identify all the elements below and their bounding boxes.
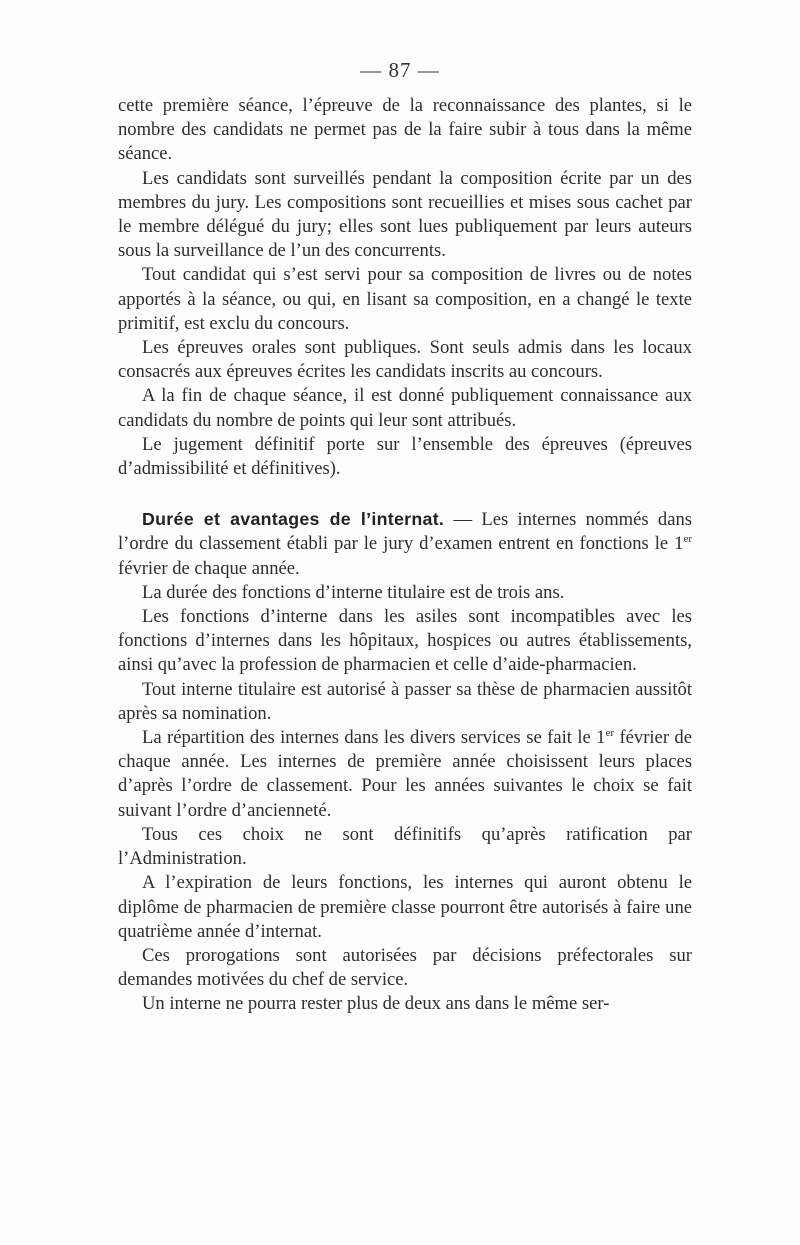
paragraph-duration: La durée des fonctions d’interne titulaire est de trois ans. bbox=[142, 581, 565, 603]
body-text bbox=[118, 94, 692, 1017]
section-internat bbox=[118, 507, 692, 581]
section-intro-sup: er bbox=[683, 533, 692, 546]
page-number: — 87 — bbox=[360, 58, 440, 82]
section-intro-b: février de chaque année. bbox=[118, 557, 300, 579]
paragraph-points: A la fin de chaque séance, il est donné publiquement connaissance aux candidats du nombre de points qui leur sont attribués. bbox=[118, 385, 692, 431]
paragraph-oral-exams: Les épreuves orales sont publiques. Sont seuls admis dans les locaux consacrés aux épreuves écrites les candidats inscrits au concours. bbox=[118, 337, 692, 383]
paragraph-prorogations: Ces prorogations sont autorisées par décisions préfectorales sur demandes motivées du chef de service. bbox=[118, 944, 692, 991]
paragraph-exclusion: Tout candidat qui s’est servi pour sa composition de livres ou de notes apportés à la séance, ou qui, en lisant sa composition, en a changé le texte primitif, est exclu du concours. bbox=[118, 264, 692, 334]
repartition-b: février de chaque année. Les internes de première année choisissent leurs places d’après l’ordre de classement. Pour les années suivantes le choix se fait suivant l’ordre d’ancienneté. bbox=[118, 727, 692, 821]
section-intro-a: — Les internes nommés dans l’ordre du classement établi par le jury d’examen entrent en fonctions le 1 bbox=[118, 509, 693, 555]
paragraph-expiration: A l’expiration de leurs fonctions, les internes qui auront obtenu le diplôme de pharmacien de première classe pourront être autorisés à faire une quatrième année d’internat. bbox=[118, 872, 692, 942]
repartition-sup: er bbox=[605, 726, 615, 739]
paragraph-judgment: Le jugement définitif porte sur l’ensemble des épreuves (épreuves d’admissibilité et définitives). bbox=[118, 433, 692, 480]
paragraph-repartition bbox=[118, 726, 692, 823]
paragraph-ratification: Tous ces choix ne sont définitifs qu’après ratification par l’Administration. bbox=[118, 823, 692, 870]
paragraph-continuation: cette première séance, l’épreuve de la reconnaissance des plantes, si le nombre des candidats ne permet pas de la faire subir à tous dans la même séance. bbox=[118, 95, 692, 165]
paragraph-surveillance: Les candidats sont surveillés pendant la composition écrite par un des membres du jury. Les compositions sont recueillies et mises sous cachet par le membre délégué du jury; elles sont lues publiquement par leurs auteurs sous la surveillance de l’un des concurrents. bbox=[118, 167, 692, 262]
section-title: Durée et avantages de l’internat. bbox=[142, 509, 445, 530]
paragraph-thesis: Tout interne titulaire est autorisé à passer sa thèse de pharmacien aussitôt après sa nomination. bbox=[118, 678, 692, 724]
repartition-a: La répartition des internes dans les divers services se fait le 1 bbox=[142, 727, 606, 749]
paragraph-incompatibility: Les fonctions d’interne dans les asiles sont incompatibles avec les fonctions d’internes dans les hôpitaux, hospices ou autres établissements, ainsi qu’avec la profession de pharmacien et celle d’aide-pharmacien. bbox=[118, 606, 692, 676]
paragraph-final: Un interne ne pourra rester plus de deux ans dans le même ser- bbox=[142, 993, 610, 1015]
